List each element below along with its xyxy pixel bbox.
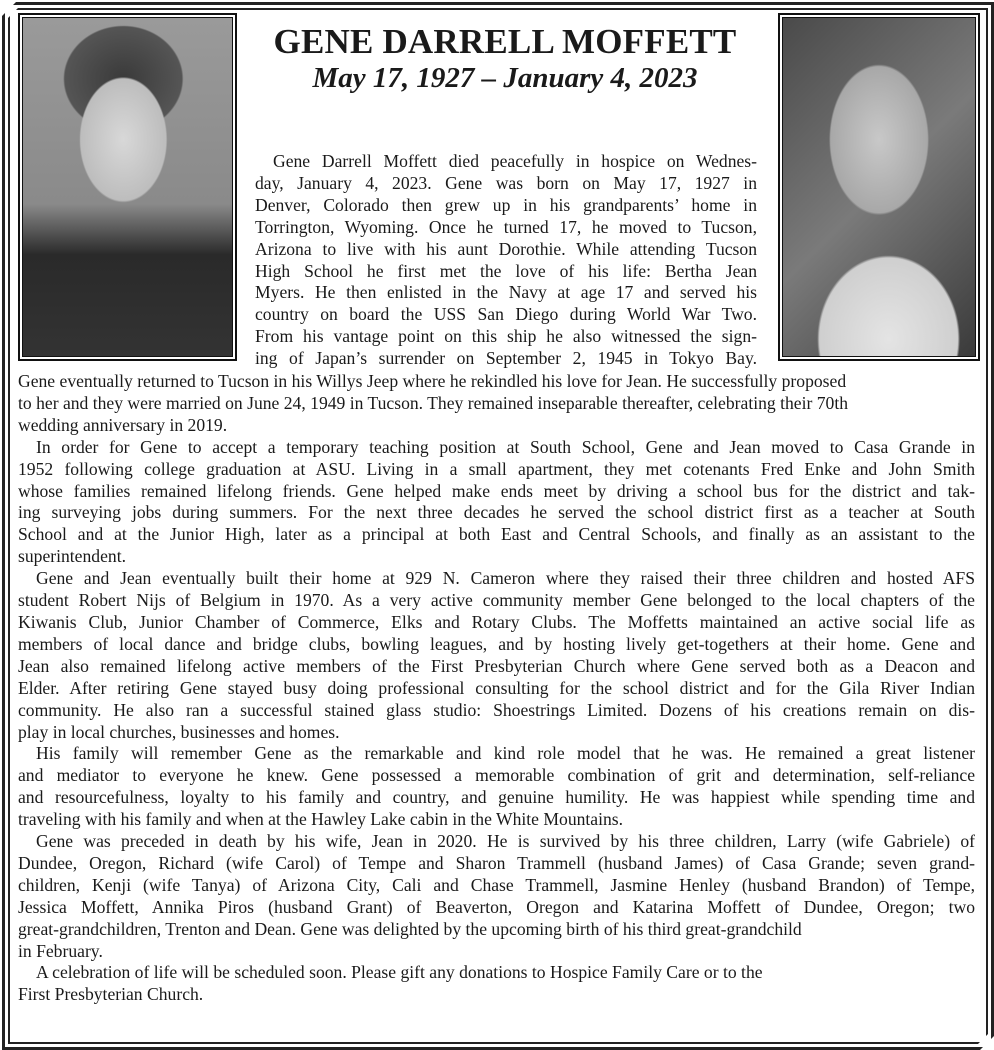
text-line: children, Kenji (wife Tanya) of Arizona City, Cali and Chase Trammell, Jasmine Henley (husband Brandon) of Tempe, xyxy=(18,874,975,895)
text-line: ing surveying jobs during summers. For the next three decades he served the school district first as a teacher at South xyxy=(18,502,975,523)
text-line: 1952 following college graduation at ASU. Living in a small apartment, they met cotenants Fred Enke and John Smith xyxy=(18,458,975,479)
text-line: High School he first met the love of his life: Bertha Jean xyxy=(255,260,757,281)
text-line: superintendent. xyxy=(18,546,126,567)
text-line: day, January 4, 2023. Gene was born on May 17, 1927 in xyxy=(255,172,757,193)
text-line: Torrington, Wyoming. Once he turned 17, he moved to Tucson, xyxy=(255,216,757,237)
text-line: student Robert Nijs of Belgium in 1970. As a very active community member Gene belonged to the local chapters of the xyxy=(18,590,975,611)
text-line: A celebration of life will be scheduled soon. Please gift any donations to Hospice Family Care or to the xyxy=(36,962,763,983)
text-line: School and at the Junior High, later as a principal at both East and Central Schools, and finally as an assistant to the xyxy=(18,524,975,545)
text-line: to her and they were married on June 24, 1949 in Tucson. They remained inseparable thereafter, celebrating their 70th xyxy=(18,392,849,413)
portrait-photo-young xyxy=(18,13,237,361)
text-line: Denver, Colorado then grew up in his grandparents’ home in xyxy=(255,194,757,215)
text-line: Jean also remained lifelong active members of the First Presbyterian Church where Gene served both as a Deacon and xyxy=(18,655,975,676)
text-line: Myers. He then enlisted in the Navy at age 17 and served his xyxy=(255,282,757,303)
text-line: country on board the USS San Diego during World War Two. xyxy=(255,304,757,325)
obituary-body xyxy=(18,371,975,1006)
text-line: traveling with his family and when at the Hawley Lake cabin in the White Mountains. xyxy=(18,809,624,830)
text-line: Elder. After retiring Gene stayed busy doing professional consulting for the school district and for the Gila River Indian xyxy=(18,677,975,698)
text-line: Gene eventually returned to Tucson in his Willys Jeep where he rekindled his love for Jean. He successfully proposed xyxy=(18,371,847,391)
text-line: play in local churches, businesses and homes. xyxy=(18,721,340,742)
text-line: From his vantage point on this ship he also witnessed the sign- xyxy=(255,326,757,347)
text-line: Gene and Jean eventually built their home at 929 N. Cameron where they raised their three children and hosted AFS xyxy=(36,568,975,589)
life-dates: May 17, 1927 – January 4, 2023 xyxy=(312,62,698,94)
photo-image xyxy=(782,17,976,357)
text-line: Arizona to live with his aunt Dorothie. While attending Tucson xyxy=(255,238,757,259)
text-line: Jessica Moffett, Annika Piros (husband Grant) of Beaverton, Oregon and Katarina Moffett of Dundee, Oregon; two xyxy=(18,896,975,917)
text-line: His family will remember Gene as the remarkable and kind role model that he was. He remained a great listener xyxy=(36,743,975,764)
text-line: and mediator to everyone he knew. Gene possessed a memorable combination of grit and determination, self-reliance xyxy=(18,765,975,786)
intro-paragraph xyxy=(255,151,757,370)
photo-image xyxy=(22,17,233,357)
text-line: whose families remained lifelong friends. Gene helped make ends meet by driving a school bus for the district and tak- xyxy=(18,480,975,501)
text-line: Gene was preceded in death by his wife, Jean in 2020. He is survived by his three children, Larry (wife Gabriele) of xyxy=(36,831,975,852)
text-line: First Presbyterian Church. xyxy=(18,984,204,1005)
text-line: great-grandchildren, Trenton and Dean. Gene was delighted by the upcoming birth of his third great-grandchild xyxy=(18,918,802,939)
text-line: Dundee, Oregon, Richard (wife Carol) of Tempe and Sharon Trammell (husband James) of Casa Grande; seven grand- xyxy=(18,852,975,873)
text-line: in February. xyxy=(18,940,103,961)
text-line: In order for Gene to accept a temporary teaching position at South School, Gene and Jean moved to Casa Grande in xyxy=(36,436,975,457)
text-line: wedding anniversary in 2019. xyxy=(18,414,228,435)
text-line: Kiwanis Club, Junior Chamber of Commerce, Elks and Rotary Clubs. The Moffetts maintained an active social life as xyxy=(18,611,975,632)
obituary-name: GENE DARRELL MOFFETT xyxy=(273,22,737,61)
text-line: and resourcefulness, loyalty to his family and country, and genuine humility. He was happiest while spending time and xyxy=(18,787,975,808)
text-line: community. He also ran a successful stained glass studio: Shoestrings Limited. Dozens of his creations remain on dis- xyxy=(18,699,975,720)
portrait-photo-elderly xyxy=(778,13,980,361)
text-line: members of local dance and bridge clubs, bowling leagues, and by hosting lively get-togethers at their home. Gene and xyxy=(18,633,975,654)
text-line: ing of Japan’s surrender on September 2, 1945 in Tokyo Bay. xyxy=(255,348,757,369)
text-line: Gene Darrell Moffett died peacefully in hospice on Wednes- xyxy=(273,151,757,171)
